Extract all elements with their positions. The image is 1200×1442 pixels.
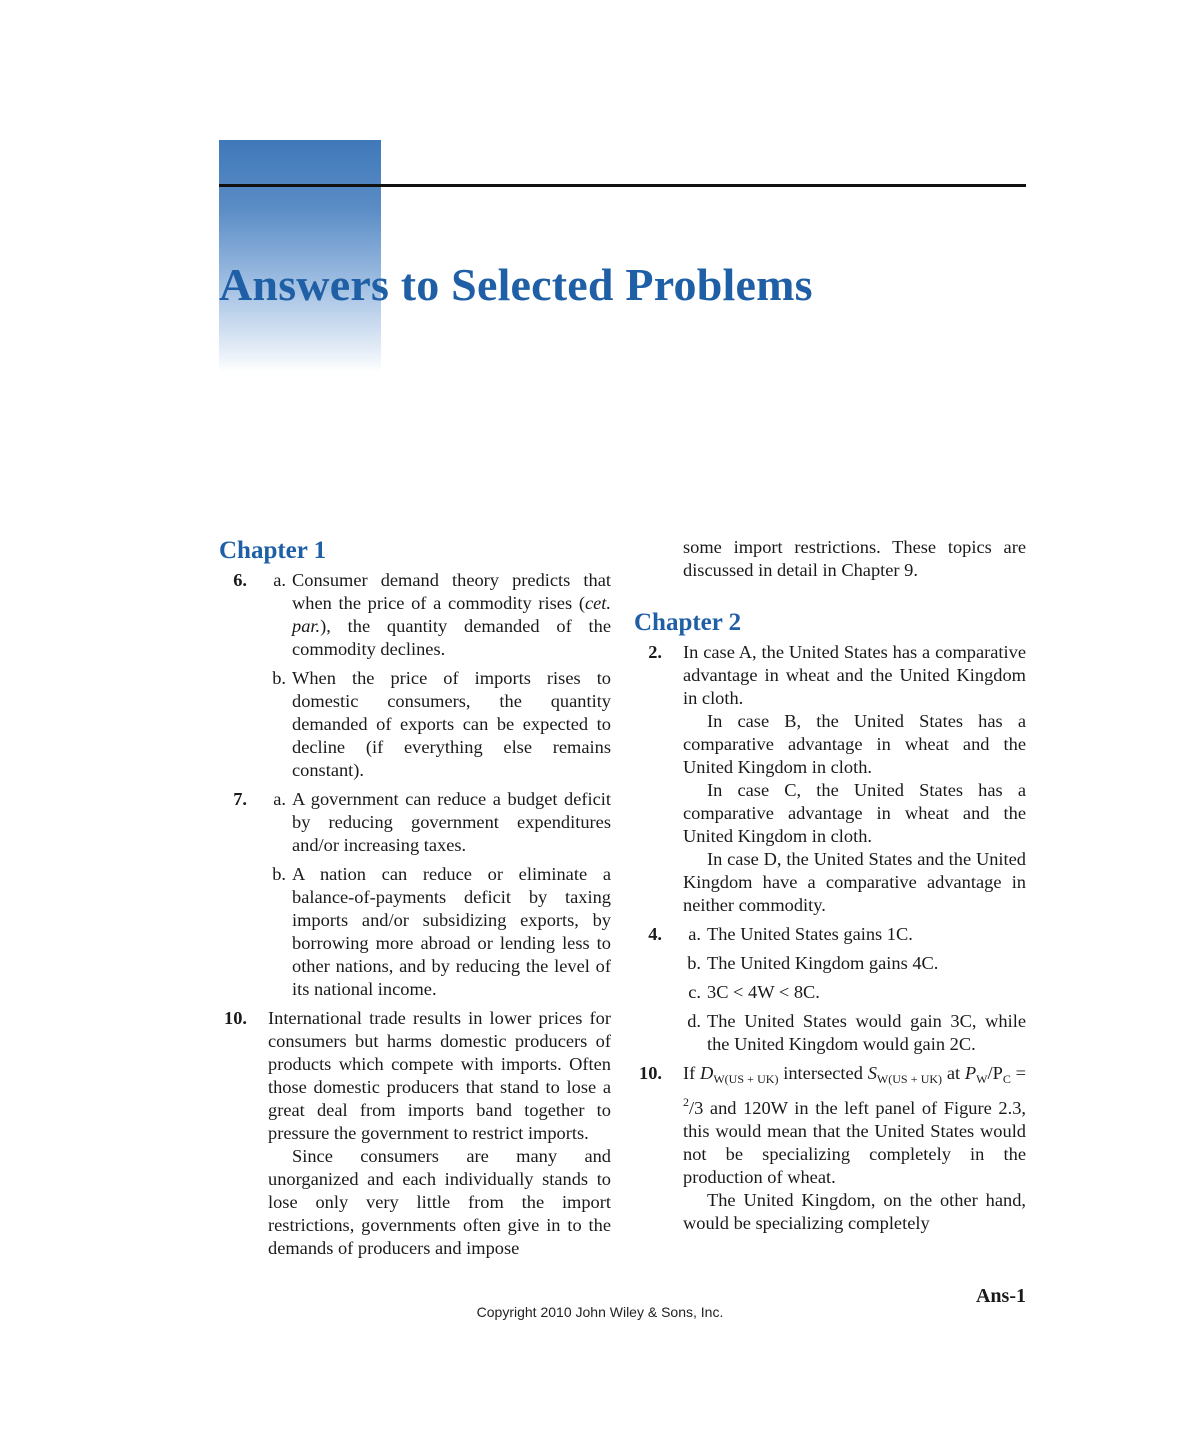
header-blue-block bbox=[219, 140, 381, 372]
part-text: The United States would gain 3C, while the United Kingdom would gain 2C. bbox=[707, 1011, 1026, 1054]
part-text: A nation can reduce or eliminate a balance-of-payments deficit by taxing imports and/or subsidizing exports, by borrowing more abroad or lending less to other nations, and by reducing the level of its national income. bbox=[292, 864, 611, 999]
chapter-2-heading: Chapter 2 bbox=[634, 609, 742, 636]
part-text: The United States gains 1C. bbox=[707, 924, 913, 944]
part-label: d. bbox=[687, 1011, 701, 1031]
problem-2-2 bbox=[634, 641, 1026, 917]
answer-paragraph: In case B, the United States has a comparative advantage in wheat and the United Kingdom in cloth. bbox=[683, 711, 1026, 777]
part-label: a. bbox=[688, 924, 701, 944]
answer-paragraph: The United Kingdom, on the other hand, would be specializing completely bbox=[683, 1190, 1026, 1233]
answer-paragraph: If $D_{W(US + UK)}$ intersected $S_{W(US + UK)}$ at $P_W/P_C = ^2/3$ and 120W in the left panel of Figure 2.3, this would mean that the United States would not be specializing completely in the production of wheat. bbox=[683, 1063, 1026, 1187]
problem-2-4 bbox=[634, 923, 1026, 1056]
problem-number: 10. bbox=[639, 1063, 662, 1083]
part-label: c. bbox=[688, 982, 701, 1002]
part-text: Consumer demand theory predicts that when the price of a commodity rises (cet. par.), the quantity demanded of the commodity declines. bbox=[292, 570, 611, 659]
page-title: Answers to Selected Problems bbox=[219, 259, 813, 310]
part-a bbox=[268, 788, 611, 857]
problem-number: 7. bbox=[233, 789, 247, 809]
answer-paragraph: Since consumers are many and unorganized and each individually stands to lose only very little from the import restrictions, governments often give in to the demands of producers and impose bbox=[268, 1146, 611, 1258]
problem-1-10 bbox=[219, 1007, 611, 1260]
part-label: a. bbox=[273, 570, 286, 590]
problem-1-7 bbox=[219, 788, 611, 1001]
answer-continuation: some import restrictions. These topics are discussed in detail in Chapter 9. bbox=[683, 537, 1026, 580]
right-column bbox=[634, 536, 1026, 1241]
part-text: When the price of imports rises to domestic consumers, the quantity demanded of exports can be expected to decline (if everything else remains constant). bbox=[292, 668, 611, 780]
part-b bbox=[268, 667, 611, 782]
problem-1-6 bbox=[219, 569, 611, 782]
part-label: a. bbox=[273, 789, 286, 809]
copyright-footer: Copyright 2010 John Wiley & Sons, Inc. bbox=[476, 1304, 724, 1320]
part-a bbox=[268, 569, 611, 661]
part-d bbox=[683, 1010, 1026, 1056]
answer-paragraph: In case A, the United States has a comparative advantage in wheat and the United Kingdom in cloth. bbox=[683, 642, 1026, 708]
problem-number: 2. bbox=[648, 642, 662, 662]
part-b bbox=[683, 952, 1026, 975]
answer-paragraph: In case C, the United States has a comparative advantage in wheat and the United Kingdom in cloth. bbox=[683, 780, 1026, 846]
part-label: b. bbox=[687, 953, 701, 973]
part-label: b. bbox=[272, 668, 286, 688]
page-number: Ans-1 bbox=[975, 1285, 1026, 1307]
left-column bbox=[219, 536, 611, 1266]
chapter-1-heading: Chapter 1 bbox=[219, 537, 327, 564]
problem-number: 6. bbox=[233, 570, 247, 590]
part-a bbox=[683, 923, 1026, 946]
part-text: A government can reduce a budget deficit by reducing government expenditures and/or increasing taxes. bbox=[292, 789, 611, 855]
header-rule bbox=[219, 184, 1026, 187]
part-c bbox=[683, 981, 1026, 1004]
answer-paragraph: International trade results in lower prices for consumers but harms domestic producers of products which compete with imports. Often those domestic producers that stand to lose a great deal from imports band together to pressure the government to restrict imports. bbox=[268, 1008, 611, 1143]
problem-number: 10. bbox=[224, 1008, 247, 1028]
problem-number: 4. bbox=[648, 924, 662, 944]
part-text: 3C < 4W < 8C. bbox=[707, 982, 820, 1002]
problem-2-10 bbox=[634, 1062, 1026, 1235]
part-b bbox=[268, 863, 611, 1001]
part-text: The United Kingdom gains 4C. bbox=[707, 953, 939, 973]
answer-paragraph: In case D, the United States and the United Kingdom have a comparative advantage in neither commodity. bbox=[683, 849, 1026, 915]
part-label: b. bbox=[272, 864, 286, 884]
